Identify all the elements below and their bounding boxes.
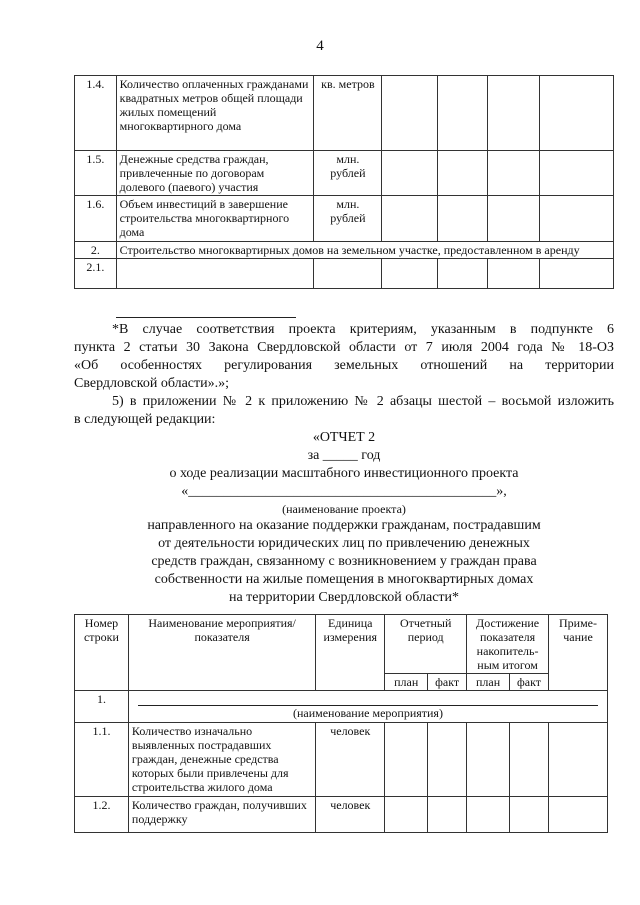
report-table [74, 614, 608, 833]
row-name: Денежные средства граждан, привлеченные по договорам долевого (паевого) участия [116, 151, 314, 196]
row-unit: человек [316, 723, 385, 797]
row-num: 1.1. [75, 723, 129, 797]
header-fact: факт [510, 674, 549, 691]
row-unit: млн. рублей [314, 196, 382, 242]
row-num: 1.6. [75, 196, 117, 242]
table-continued [74, 75, 614, 289]
report-year: за _____ год [307, 448, 381, 463]
footnote-text: *В случае соответствия проекта критериям, указанным в подпункте 6 [112, 322, 614, 337]
table-row [75, 76, 614, 151]
row-name: Объем инвестиций в завершение строительства многоквартирного дома [116, 196, 314, 242]
row-unit: млн. рублей [314, 151, 382, 196]
report-subtitle: на территории Свердловской области* [228, 590, 460, 605]
table-row [75, 242, 614, 259]
report-title: «ОТЧЕТ 2 [312, 430, 376, 445]
table-row [75, 151, 614, 196]
header-fact: факт [428, 674, 467, 691]
activity-name-field [128, 691, 607, 723]
header-num: Номер строки [75, 615, 129, 691]
row-name: Количество изначально выявленных пострадавших граждан, денежные средства которых были привлечены для строительства жилого дома [128, 723, 315, 797]
report-subtitle: средств граждан, связанному с возникновением у граждан права [151, 554, 537, 569]
header-period: Отчетный период [385, 615, 467, 674]
header-row [75, 615, 608, 674]
activity-name-caption: (наименование мероприятия) [292, 706, 443, 720]
header-note: Приме-чание [549, 615, 608, 691]
row-name: Количество оплаченных гражданами квадратных метров общей площади жилых помещений многоквартирного дома [116, 76, 314, 151]
page-number: 4 [316, 38, 324, 54]
paragraph-text: в следующей редакции: [74, 412, 216, 427]
footnote-divider [116, 317, 296, 318]
row-num: 2. [75, 242, 117, 259]
row-num: 1.4. [75, 76, 117, 151]
row-unit: человек [316, 797, 385, 833]
footnote-text: Свердловской области».»; [74, 376, 230, 391]
project-name-caption: (наименование проекта) [282, 502, 406, 516]
row-name: Количество граждан, получивших поддержку [128, 797, 315, 833]
header-achieve: Достижение показателя накопитель-ным итогом [467, 615, 549, 674]
row-num: 1.2. [75, 797, 129, 833]
header-plan: план [385, 674, 428, 691]
table-row [75, 259, 614, 289]
table-row [75, 723, 608, 797]
row-num: 1.5. [75, 151, 117, 196]
report-subtitle: направленного на оказание поддержки гражданам, пострадавшим [147, 518, 541, 533]
table-row [75, 196, 614, 242]
footnote-text: «Об особенностях регулирования земельных отношений на территории [74, 358, 614, 373]
table-row [75, 691, 608, 723]
project-name-field: «____________________________________________», [181, 484, 507, 499]
row-num: 1. [75, 691, 129, 723]
footnote-text: пункта 2 статьи 30 Закона Свердловской области от 7 июля 2004 года № 18-ОЗ [74, 340, 614, 355]
table-row [75, 797, 608, 833]
paragraph-text: 5) в приложении № 2 к приложению № 2 абзацы шестой – восьмой изложить [112, 394, 614, 409]
report-subtitle: о ходе реализации масштабного инвестиционного проекта [169, 466, 519, 481]
header-unit: Единица измерения [316, 615, 385, 691]
row-num: 2.1. [75, 259, 117, 289]
row-unit: кв. метров [314, 76, 382, 151]
report-subtitle: от деятельности юридических лиц по привлечению денежных [158, 536, 530, 551]
row-name: Строительство многоквартирных домов на земельном участке, предоставленном в аренду [116, 242, 613, 259]
header-plan: план [467, 674, 510, 691]
report-subtitle: собственности на жилые помещения в многоквартирных домах [154, 572, 534, 587]
header-name: Наименование мероприятия/показателя [128, 615, 315, 691]
